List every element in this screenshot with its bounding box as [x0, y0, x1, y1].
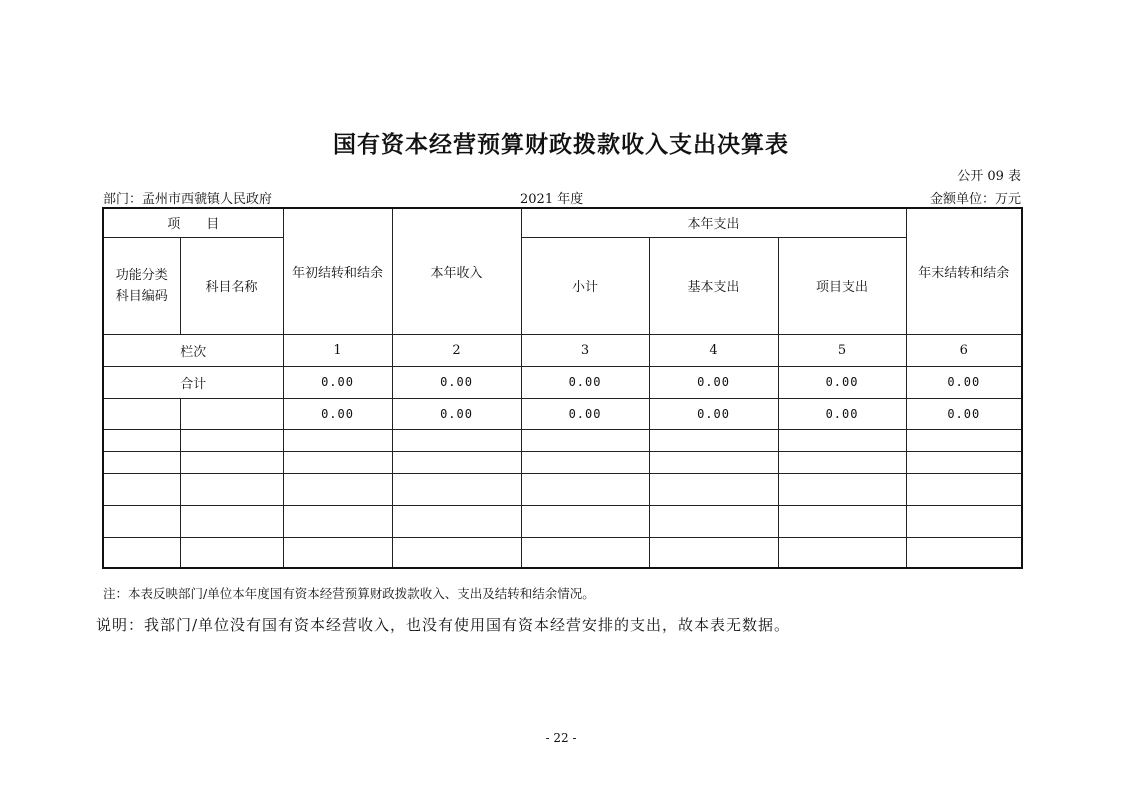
- header-item: 项 目: [103, 208, 283, 237]
- amount-unit: 金额单位：万元: [929, 192, 1021, 207]
- row-value: 0.00: [778, 398, 906, 429]
- empty-row: [103, 537, 1022, 568]
- total-value: 0.00: [521, 366, 649, 398]
- table-row: [103, 398, 1022, 429]
- empty-row: [103, 473, 1022, 505]
- empty-row: [103, 451, 1022, 473]
- column-number: 2: [392, 334, 521, 366]
- header-project: 项目支出: [778, 237, 906, 334]
- fiscal-year: 2021 年度: [520, 192, 584, 207]
- total-value: 0.00: [649, 366, 778, 398]
- header-opening-balance: 年初结转和结余: [283, 208, 392, 334]
- row-name: [180, 398, 283, 429]
- header-subject-name: 科目名称: [180, 237, 283, 334]
- row-value: 0.00: [392, 398, 521, 429]
- func-code-label: 功能分类 科目编码: [115, 267, 168, 304]
- column-number: 4: [649, 334, 778, 366]
- empty-row: [103, 429, 1022, 451]
- total-label: 合计: [103, 366, 283, 398]
- column-number-label: 栏次: [103, 334, 283, 366]
- table-number: 公开 09 表: [957, 169, 1021, 184]
- column-number: 3: [521, 334, 649, 366]
- header-income: 本年收入: [392, 208, 521, 334]
- empty-row: [103, 505, 1022, 537]
- header-func-code: [103, 237, 180, 334]
- explanation-text: 说明：我部门/单位没有国有资本经营收入，也没有使用国有资本经营安排的支出，故本表无数据。: [96, 616, 791, 634]
- row-code: [103, 398, 180, 429]
- header-expenditure: 本年支出: [521, 208, 906, 237]
- total-row: [103, 366, 1022, 398]
- total-value: 0.00: [778, 366, 906, 398]
- column-number: 6: [906, 334, 1022, 366]
- total-value: 0.00: [392, 366, 521, 398]
- budget-table: [102, 207, 1023, 569]
- column-number-row: [103, 334, 1022, 366]
- report-title: 国有资本经营预算财政拨款收入支出决算表: [333, 132, 789, 158]
- total-value: 0.00: [906, 366, 1022, 398]
- row-value: 0.00: [649, 398, 778, 429]
- header-closing-balance: 年末结转和结余: [906, 208, 1022, 334]
- column-number: 5: [778, 334, 906, 366]
- table-note: 注：本表反映部门/单位本年度国有资本经营预算财政拨款收入、支出及结转和结余情况。: [103, 586, 595, 601]
- header-basic: 基本支出: [649, 237, 778, 334]
- row-value: 0.00: [906, 398, 1022, 429]
- page-number: - 22 -: [545, 731, 577, 745]
- column-number: 1: [283, 334, 392, 366]
- row-value: 0.00: [283, 398, 392, 429]
- department-label: 部门：孟州市西虢镇人民政府: [103, 192, 273, 207]
- row-value: 0.00: [521, 398, 649, 429]
- total-value: 0.00: [283, 366, 392, 398]
- header-subtotal: 小计: [521, 237, 649, 334]
